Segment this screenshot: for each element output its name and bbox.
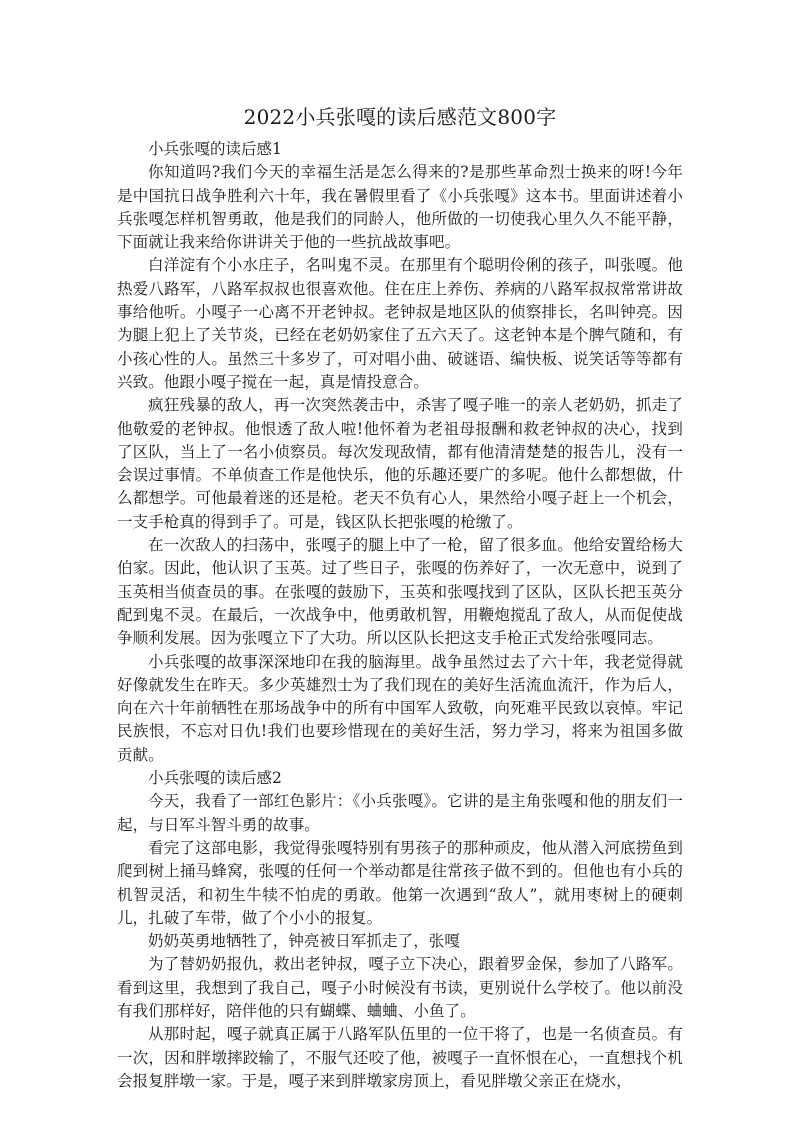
body-paragraph: 白洋淀有个小水庄子，名叫鬼不灵。在那里有个聪明伶俐的孩子，叫张嘎。他热爱八路军，八路军叔叔也很喜欢他。住在庄上养伤、养病的八路军叔叔常常讲故事给他听。小嘎子一心离不开老钟叔。老钟叔是地区队的侦察排长，名叫钟亮。因为腿上犯上了关节炎，已经在老奶奶家住了五六天了。这老钟本是个脾气随和，有小孩心性的人。虽然三十多岁了，可对唱小曲、破谜语、编快板、说笑话等等都有兴致。他跟小嘎子搅在一起，真是情投意合。 [117,256,683,391]
section-heading-1: 小兵张嘎的读后感1 [148,140,282,158]
section-heading-2: 小兵张嘎的读后感2 [148,769,282,788]
body-paragraph: 小兵张嘎的故事深深地印在我的脑海里。战争虽然过去了六十年，我老觉得就好像就发生在昨天。多少英雄烈士为了我们现在的美好生活流血流汗，作为后人，向在六十年前牺牲在那场战争中的所有中国军人致敬，向死难平民致以哀悼。牢记民族恨，不忘对日仇!我们也要珍惜现在的美好生活，努力学习，将来为祖国多做贡献。 [117,652,683,764]
body-paragraph: 你知道吗?我们今天的幸福生活是怎么得来的?是那些革命烈士换来的呀!今年是中国抗日战争胜利六十年，我在暑假里看了《小兵张嘎》这本书。里面讲述着小兵张嘎怎样机智勇敢，他是我们的同龄人，他所做的一切使我心里久久不能平静，下面就让我来给你讲讲关于他的一些抗战故事吧。 [117,163,683,252]
document-title: 2022小兵张嘎的读后感范文800字 [243,105,557,129]
document-page [117,102,683,1093]
body-paragraph: 在一次敌人的扫荡中，张嘎子的腿上中了一枪，留了很多血。他给安置给杨大伯家。因此，他认识了玉英。过了些日子，张嘎的伤养好了，一次无意中，说到了玉英相当侦查员的事。在张嘎的鼓励下，玉英和张嘎找到了区队，区队长把玉英分配到鬼不灵。在最后，一次战争中，他勇敢机智，用鞭炮搅乱了敌人，从而促使战争顺利发展。因为张嘎立下了大功。所以区队长把这支手枪正式发给张嘎同志。 [117,536,683,648]
body-paragraph: 从那时起，嘎子就真正属于八路军队伍里的一位干将了，也是一名侦查员。有一次，因和胖墩摔跤输了，不服气还咬了他，被嘎子一直怀恨在心，一直想找个机会报复胖墩一家。于是，嘎子来到胖墩家房顶上，看见胖墩父亲正在烧水， [117,1025,683,1090]
body-paragraph: 为了替奶奶报仇，救出老钟叔，嘎子立下决心，跟着罗金保，参加了八路军。看到这里，我想到了我自己，嘎子小时候没有书读，更别说什么学校了。他以前没有我们那样好，陪伴他的只有蝴蝶、蛐蛐、小鱼了。 [117,955,683,1020]
document-body [117,138,683,1093]
body-paragraph: 看完了这部电影，我觉得张嘎特别有男孩子的那种顽皮，他从潜入河底捞鱼到爬到树上捅马蜂窝，张嘎的任何一个举动都是往常孩子做不到的。但他也有小兵的机智灵活，和初生牛犊不怕虎的勇敢。他第一次遇到“敌人”，就用枣树上的硬刺儿，扎破了车带，做了个小小的报复。 [117,838,683,927]
body-paragraph: 奶奶英勇地牺牲了，钟亮被日军抓走了，张嘎 [148,932,461,951]
body-paragraph: 疯狂残暴的敌人，再一次突然袭击中，杀害了嘎子唯一的亲人老奶奶，抓走了他敬爱的老钟叔。他恨透了敌人啦!他怀着为老祖母报酬和救老钟叔的决心，找到了区队，当上了一名小侦察员。每次发现敌情，都有他清清楚楚的报告儿，没有一会误过事情。不单侦查工作是他快乐，他的乐趣还要广的多呢。他什么都想做，什么都想学。可他最着迷的还是枪。老天不负有心人，果然给小嘎子赶上一个机会，一支手枪真的得到手了。可是，钱区队长把张嘎的枪缴了。 [117,396,683,531]
body-paragraph: 今天，我看了一部红色影片：《小兵张嘎》。它讲的是主角张嘎和他的朋友们一起，与日军斗智斗勇的故事。 [117,792,683,834]
